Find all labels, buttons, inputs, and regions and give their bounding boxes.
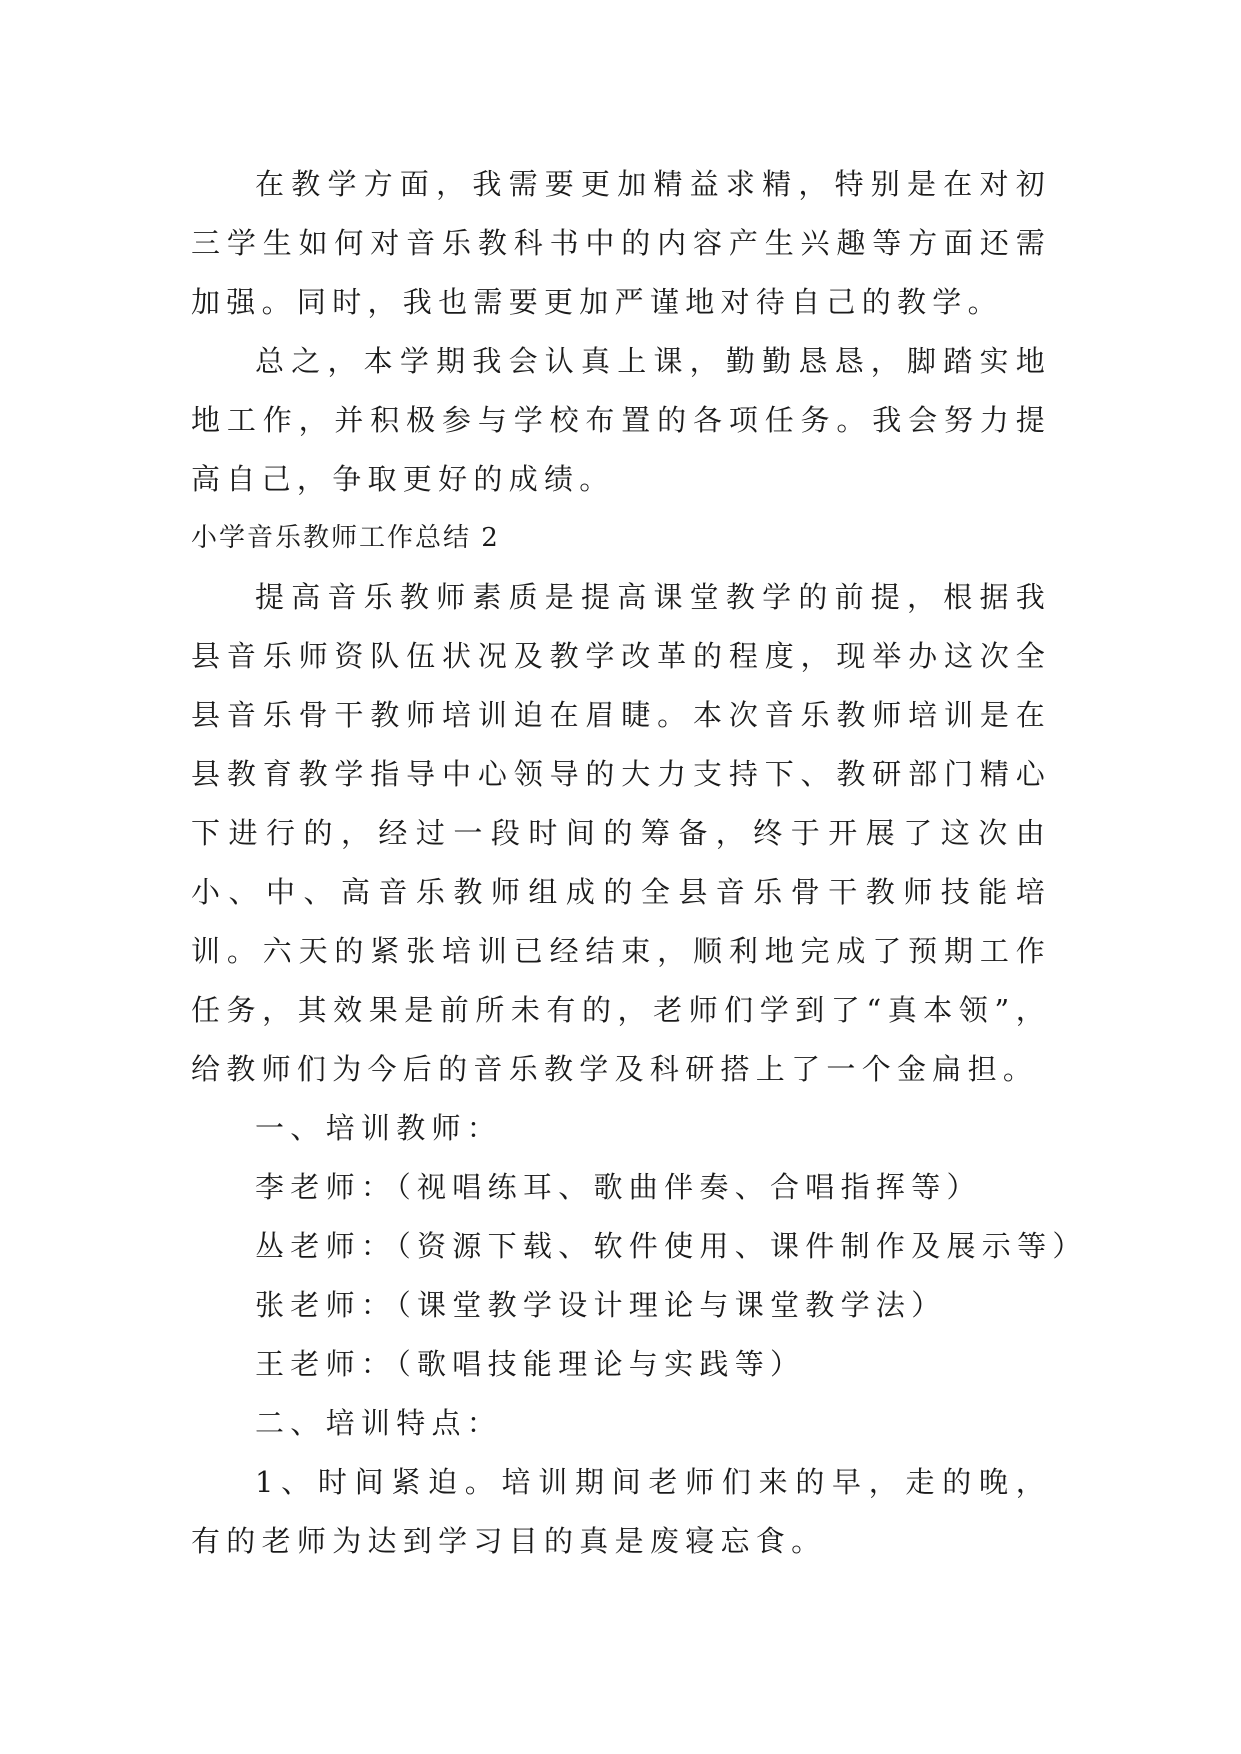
trainer-item: 王老师：（歌唱技能理论与实践等） xyxy=(255,1347,806,1381)
paragraph-teaching: 在教学方面，我需要更加精益求精，特别是在对初三学生如何对音乐教科书中的内容产生兴趣等方面还需加强。同时，我也需要更加严谨地对待自己的教学。 xyxy=(191,167,1051,319)
trainer-item: 丛老师：（资源下载、软件使用、课件制作及展示等） xyxy=(255,1229,1088,1263)
paragraph-intro: 提高音乐教师素质是提高课堂教学的前提，根据我县音乐师资队伍状况及教学改革的程度，现举办这次全县音乐骨干教师培训迫在眉睫。本次音乐教师培训是在县教育教学指导中心领导的大力支持下、教研部门精心下进行的，经过一段时间的筹备，终于开展了这次由小、中、高音乐教师组成的全县音乐骨干教师技能培训。六天的紧张培训已经结束，顺利地完成了预期工作任务，其效果是前所未有的，老师们学到了“真本领”，给教师们为今后的音乐教学及科研搭上了一个金扁担。 xyxy=(191,580,1051,1086)
paragraph-point-1: 1、时间紧迫。培训期间老师们来的早，走的晚，有的老师为达到学习目的真是废寝忘食。 xyxy=(191,1465,1051,1558)
subheading-features: 二、培训特点： xyxy=(255,1406,503,1440)
section-title: 小学音乐教师工作总结 2 xyxy=(191,523,500,553)
subheading-trainers: 一、培训教师： xyxy=(255,1111,503,1145)
trainer-item: 张老师：（课堂教学设计理论与课堂教学法） xyxy=(255,1288,947,1322)
paragraph-summary: 总之，本学期我会认真上课，勤勤恳恳，脚踏实地地工作，并积极参与学校布置的各项任务。我会努力提高自己，争取更好的成绩。 xyxy=(191,344,1051,496)
document-page xyxy=(191,155,1088,1571)
trainer-item: 李老师：（视唱练耳、歌曲伴奏、合唱指挥等） xyxy=(255,1170,982,1204)
